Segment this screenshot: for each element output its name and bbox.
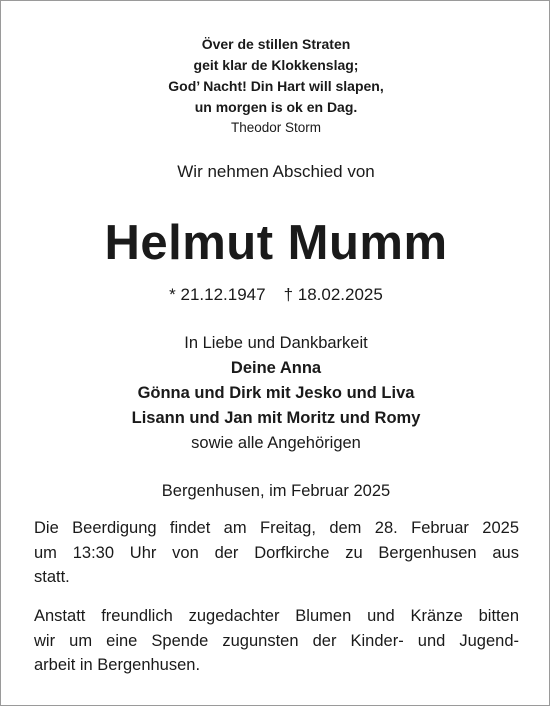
poem-line: un morgen is ok en Dag. — [194, 99, 358, 115]
farewell-intro: Wir nehmen Abschied von — [177, 162, 375, 181]
mourner-name: Lisann und Jan mit Moritz und Romy — [131, 409, 421, 427]
donation-info-line: wir um eine Spende zugunsten der Kinder- und Jugend- — [34, 631, 519, 650]
birth-date: * 21.12.1947 — [169, 285, 266, 304]
mourner-name: Gönna und Dirk mit Jesko und Liva — [137, 384, 415, 402]
poem-line: Över de stillen Straten — [201, 36, 351, 52]
mourners-closing: sowie alle Angehörigen — [191, 434, 361, 452]
poem-line: geit klar de Klokkenslag; — [193, 57, 359, 73]
funeral-info-line: Die Beerdigung findet am Freitag, dem 28. Februar 2025 — [34, 519, 519, 537]
funeral-info — [34, 516, 519, 590]
life-dates — [1, 285, 550, 305]
donation-info — [34, 604, 519, 678]
poem — [1, 34, 550, 138]
mourner-name: Deine Anna — [230, 359, 322, 377]
poem-line: God’ Nacht! Din Hart will slapen, — [168, 78, 384, 94]
funeral-info-line: statt. — [34, 568, 70, 586]
funeral-info-line: um 13:30 Uhr von der Dorfkirche zu Bergenhusen aus — [34, 543, 519, 562]
donation-info-line: arbeit in Bergenhusen. — [34, 656, 201, 674]
death-date: † 18.02.2025 — [283, 285, 383, 304]
place-date: Bergenhusen, im Februar 2025 — [161, 482, 391, 500]
mourners-intro: In Liebe und Dankbarkeit — [184, 334, 368, 352]
donation-info-line: Anstatt freundlich zugedachter Blumen und Kränze bitten — [34, 607, 519, 625]
poem-author: Theodor Storm — [230, 120, 322, 135]
mourners-list — [1, 331, 550, 456]
deceased-name: Helmut Mumm — [104, 216, 448, 270]
